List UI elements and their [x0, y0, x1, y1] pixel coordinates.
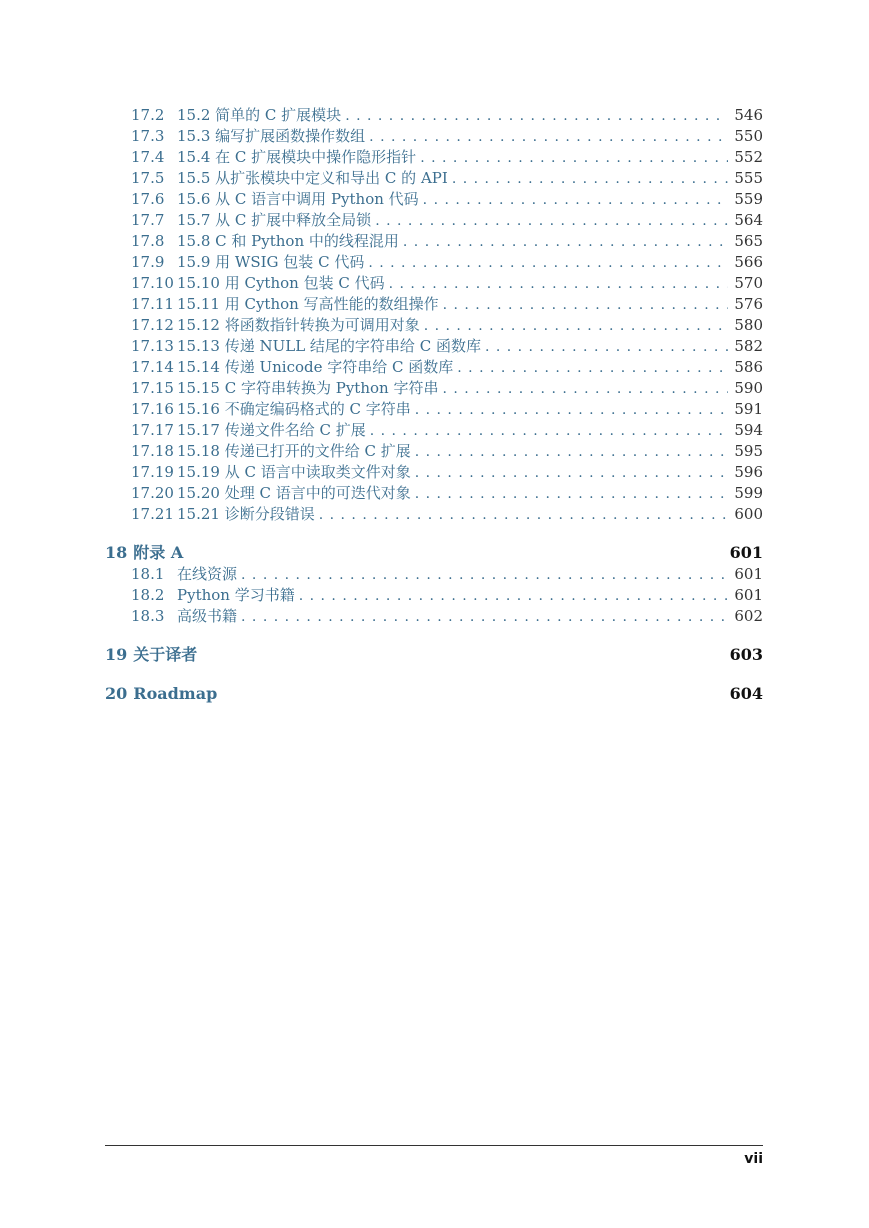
entry-number: 17.4: [131, 148, 165, 166]
entry-title: 15.8 C 和 Python 中的线程混用: [177, 232, 399, 250]
dot-leader: [369, 127, 728, 148]
entry-page: 594: [734, 421, 763, 439]
toc-entry[interactable]: [105, 564, 763, 585]
entry-title: 在线资源: [177, 565, 238, 583]
toc-entry[interactable]: [105, 420, 763, 441]
entry-page: 570: [734, 274, 763, 292]
toc-entry[interactable]: [105, 105, 763, 126]
toc-entry[interactable]: [105, 462, 763, 483]
entry-page: 590: [734, 379, 763, 397]
entry-number: 17.16: [131, 400, 174, 418]
entry-title: 15.14 传递 Unicode 字符串给 C 函数库: [177, 358, 454, 376]
entry-number: 17.10: [131, 274, 174, 292]
entry-page: 601: [734, 586, 763, 604]
entry-page: 566: [734, 253, 763, 271]
toc-entry[interactable]: [105, 147, 763, 168]
toc-chapter-18[interactable]: [105, 542, 763, 564]
entry-title: 15.13 传递 NULL 结尾的字符串给 C 函数库: [177, 337, 481, 355]
entry-title: 15.2 简单的 C 扩展模块: [177, 106, 342, 124]
chapter-title: Roadmap: [133, 684, 218, 703]
entry-title: Python 学习书籍: [177, 586, 295, 604]
entry-page: 586: [734, 358, 763, 376]
entry-title: 15.10 用 Cython 包装 C 代码: [177, 274, 385, 292]
entry-number: 17.12: [131, 316, 174, 334]
toc-chapter-19[interactable]: [105, 644, 763, 666]
dot-leader: [415, 400, 729, 421]
entry-number: 17.17: [131, 421, 174, 439]
entry-page: 550: [734, 127, 763, 145]
dot-leader: [485, 337, 728, 358]
entry-title: 15.12 将函数指针转换为可调用对象: [177, 316, 420, 334]
entry-title: 15.21 诊断分段错误: [177, 505, 315, 523]
chapter-number: 18: [105, 543, 128, 562]
entry-page: 559: [734, 190, 763, 208]
toc-entry[interactable]: [105, 378, 763, 399]
toc-entry[interactable]: [105, 189, 763, 210]
toc-entry[interactable]: [105, 483, 763, 504]
dot-leader: [415, 463, 729, 484]
entry-number: 17.3: [131, 127, 165, 145]
entry-number: 18.3: [131, 607, 165, 625]
entry-title: 高级书籍: [177, 607, 238, 625]
toc-entry[interactable]: [105, 399, 763, 420]
entry-number: 17.13: [131, 337, 174, 355]
dot-leader: [319, 505, 729, 526]
table-of-contents: [105, 105, 763, 705]
toc-entry[interactable]: [105, 210, 763, 231]
entry-page: 565: [734, 232, 763, 250]
toc-entry[interactable]: [105, 126, 763, 147]
entry-number: 17.18: [131, 442, 174, 460]
entry-page: 582: [734, 337, 763, 355]
entry-page: 599: [734, 484, 763, 502]
toc-entry[interactable]: [105, 441, 763, 462]
entry-page: 601: [734, 565, 763, 583]
toc-entry[interactable]: [105, 231, 763, 252]
entry-number: 17.7: [131, 211, 165, 229]
dot-leader: [345, 106, 728, 127]
entry-page: 576: [734, 295, 763, 313]
entry-page: 564: [734, 211, 763, 229]
chapter-number: 20: [105, 684, 128, 703]
entry-title: 15.6 从 C 语言中调用 Python 代码: [177, 190, 419, 208]
chapter-title: 附录 A: [133, 543, 184, 562]
toc-entry[interactable]: [105, 273, 763, 294]
chapter-18-sections: [105, 564, 763, 627]
footer-rule: [105, 1145, 763, 1146]
chapter-page: 601: [729, 543, 763, 562]
dot-leader: [370, 421, 729, 442]
entry-page: 600: [734, 505, 763, 523]
dot-leader: [423, 190, 729, 211]
toc-entry[interactable]: [105, 336, 763, 357]
dot-leader: [457, 358, 728, 379]
entry-page: 552: [734, 148, 763, 166]
dot-leader: [375, 211, 728, 232]
entry-number: 17.6: [131, 190, 165, 208]
entry-title: 15.16 不确定编码格式的 C 字符串: [177, 400, 411, 418]
entry-title: 15.7 从 C 扩展中释放全局锁: [177, 211, 372, 229]
dot-leader: [241, 607, 728, 628]
dot-leader: [403, 232, 728, 253]
toc-entry[interactable]: [105, 504, 763, 525]
entry-title: 15.4 在 C 扩展模块中操作隐形指针: [177, 148, 417, 166]
entry-number: 17.5: [131, 169, 165, 187]
entry-number: 18.1: [131, 565, 165, 583]
entry-number: 17.8: [131, 232, 165, 250]
dot-leader: [415, 442, 729, 463]
entry-page: 546: [734, 106, 763, 124]
dot-leader: [389, 274, 729, 295]
dot-leader: [443, 295, 729, 316]
entry-page: 595: [734, 442, 763, 460]
entry-page: 591: [734, 400, 763, 418]
entry-title: 15.20 处理 C 语言中的可迭代对象: [177, 484, 411, 502]
entry-number: 17.9: [131, 253, 165, 271]
entry-number: 17.20: [131, 484, 174, 502]
entry-number: 17.14: [131, 358, 174, 376]
dot-leader: [368, 253, 728, 274]
entry-number: 17.19: [131, 463, 174, 481]
chapter-page: 603: [729, 645, 763, 664]
entry-number: 17.15: [131, 379, 174, 397]
dot-leader: [415, 484, 729, 505]
entry-title: 15.15 C 字符串转换为 Python 字符串: [177, 379, 439, 397]
chapter-number: 19: [105, 645, 128, 664]
entry-page: 596: [734, 463, 763, 481]
dot-leader: [299, 586, 729, 607]
dot-leader: [241, 565, 728, 586]
entry-page: 602: [734, 607, 763, 625]
entry-number: 18.2: [131, 586, 165, 604]
dot-leader: [424, 316, 729, 337]
toc-entry[interactable]: [105, 252, 763, 273]
entry-title: 15.19 从 C 语言中读取类文件对象: [177, 463, 411, 481]
toc-entry[interactable]: [105, 315, 763, 336]
entry-title: 15.11 用 Cython 写高性能的数组操作: [177, 295, 439, 313]
entry-page: 555: [734, 169, 763, 187]
chapter-title: 关于译者: [133, 645, 198, 664]
entry-number: 17.11: [131, 295, 174, 313]
entry-page: 580: [734, 316, 763, 334]
dot-leader: [420, 148, 728, 169]
toc-entry[interactable]: [105, 357, 763, 378]
dot-leader: [442, 379, 728, 400]
entry-title: 15.18 传递已打开的文件给 C 扩展: [177, 442, 411, 460]
entry-title: 15.17 传递文件名给 C 扩展: [177, 421, 366, 439]
entry-title: 15.3 编写扩展函数操作数组: [177, 127, 366, 145]
toc-entry[interactable]: [105, 606, 763, 627]
chapter-17-sections: [105, 105, 763, 525]
toc-entry[interactable]: [105, 585, 763, 606]
chapter-page: 604: [729, 684, 763, 703]
entry-title: 15.5 从扩张模块中定义和导出 C 的 API: [177, 169, 448, 187]
dot-leader: [452, 169, 729, 190]
toc-entry[interactable]: [105, 294, 763, 315]
toc-entry[interactable]: [105, 168, 763, 189]
entry-title: 15.9 用 WSIG 包装 C 代码: [177, 253, 365, 271]
footer-page-number: vii: [744, 1151, 763, 1167]
entry-number: 17.21: [131, 505, 174, 523]
entry-number: 17.2: [131, 106, 165, 124]
toc-chapter-20[interactable]: [105, 683, 763, 705]
